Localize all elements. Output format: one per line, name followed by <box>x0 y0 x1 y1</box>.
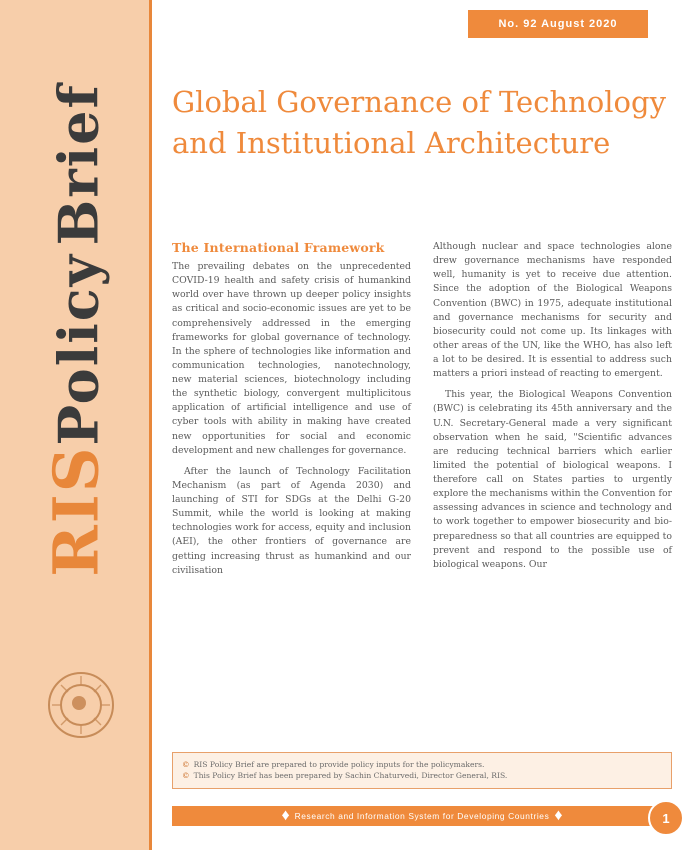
section-heading-international-framework: The International Framework <box>172 240 385 255</box>
footer-bar <box>172 806 672 826</box>
issue-number-tab: No. 92 August 2020 <box>468 10 648 38</box>
footer-text: Research and Information System for Developing Countries <box>294 811 550 821</box>
footnote-mark: © <box>182 760 190 769</box>
brand-ris: RIS <box>39 445 113 577</box>
footnote-item <box>182 770 662 781</box>
page-number-badge: 1 <box>648 800 684 836</box>
brand-brief: Brief <box>46 83 111 246</box>
footnote-text: RIS Policy Brief are prepared to provide policy inputs for the policymakers. <box>193 760 485 769</box>
emblem-spokes-icon <box>50 674 112 736</box>
paragraph: Although nuclear and space technologies alone drew governance mechanisms have responded well, humanity is yet to receive due attention. Since the adoption of the Biological Weapons Convention (BWC) in 1975, adequate institutional and governance mechanisms for security and biosecurity could not come up. Its linkages with other areas of the UN, like the WHO, has also left a lot to be desired. It is essential to address such matters a priori instead of reacting to emergent. <box>433 241 672 380</box>
footer-left-bullet-icon: ♦ <box>281 807 290 824</box>
brand-vertical-text <box>40 83 113 577</box>
footnote-mark: © <box>182 771 190 781</box>
footer-right-bullet-icon: ♦ <box>554 807 563 824</box>
paragraph: This year, the Biological Weapons Convention (BWC) is celebrating its 45th anniversary and the U.N. Secretary-General made a very significant observation when he said, "Scientific advances are reducing technical barriers which earlier limited the potential of biological weapons. I therefore call on States parties to urgently explore the mechanisms within the Convention for assessing advances in science and technology and to work together to empower biosecurity and bio-preparedness so that all countries are equipped to prevent and respond to the possible use of biological weapons. Our <box>433 389 672 570</box>
column-left <box>172 240 411 745</box>
page-title: Global Governance of Technology and Institutional Architecture <box>172 85 666 161</box>
footnote-item <box>182 759 662 770</box>
body-columns <box>172 240 672 745</box>
footnote-box <box>172 752 672 789</box>
brand-policy: Policy <box>46 253 111 446</box>
paragraph: The prevailing debates on the unprecedented COVID-19 health and safety crisis of humankind world over have thrown up deeper policy insights as critical and socio-economic issues are yet to be comprehensively addressed in the emerging frameworks for global governance of technology. In the sphere of technologies like information and communication technologies, nanotechnology, new material sciences, biotechnology including the synthetic biology, convergent multiplicitous application of artificial intelligence and use of cyber tools with ability in making have created new opportunities for social and economic development and new challenges for governance. <box>172 261 411 456</box>
paragraph: After the launch of Technology Facilitation Mechanism (as part of Agenda 2030) and launching of STI for SDGs at the Delhi G-20 Summit, while the world is looking at making technologies work for access, equity and inclusion (AEI), the other frontiers of governance are getting increasing thrust as humankind and our civilisation <box>172 465 411 576</box>
left-brand-band <box>0 0 152 850</box>
column-right <box>433 240 672 745</box>
title-block <box>172 82 672 164</box>
ris-emblem-icon <box>48 672 114 738</box>
brand-title-block <box>0 0 152 650</box>
footnote-text: This Policy Brief has been prepared by Sachin Chaturvedi, Director General, RIS. <box>193 771 508 781</box>
